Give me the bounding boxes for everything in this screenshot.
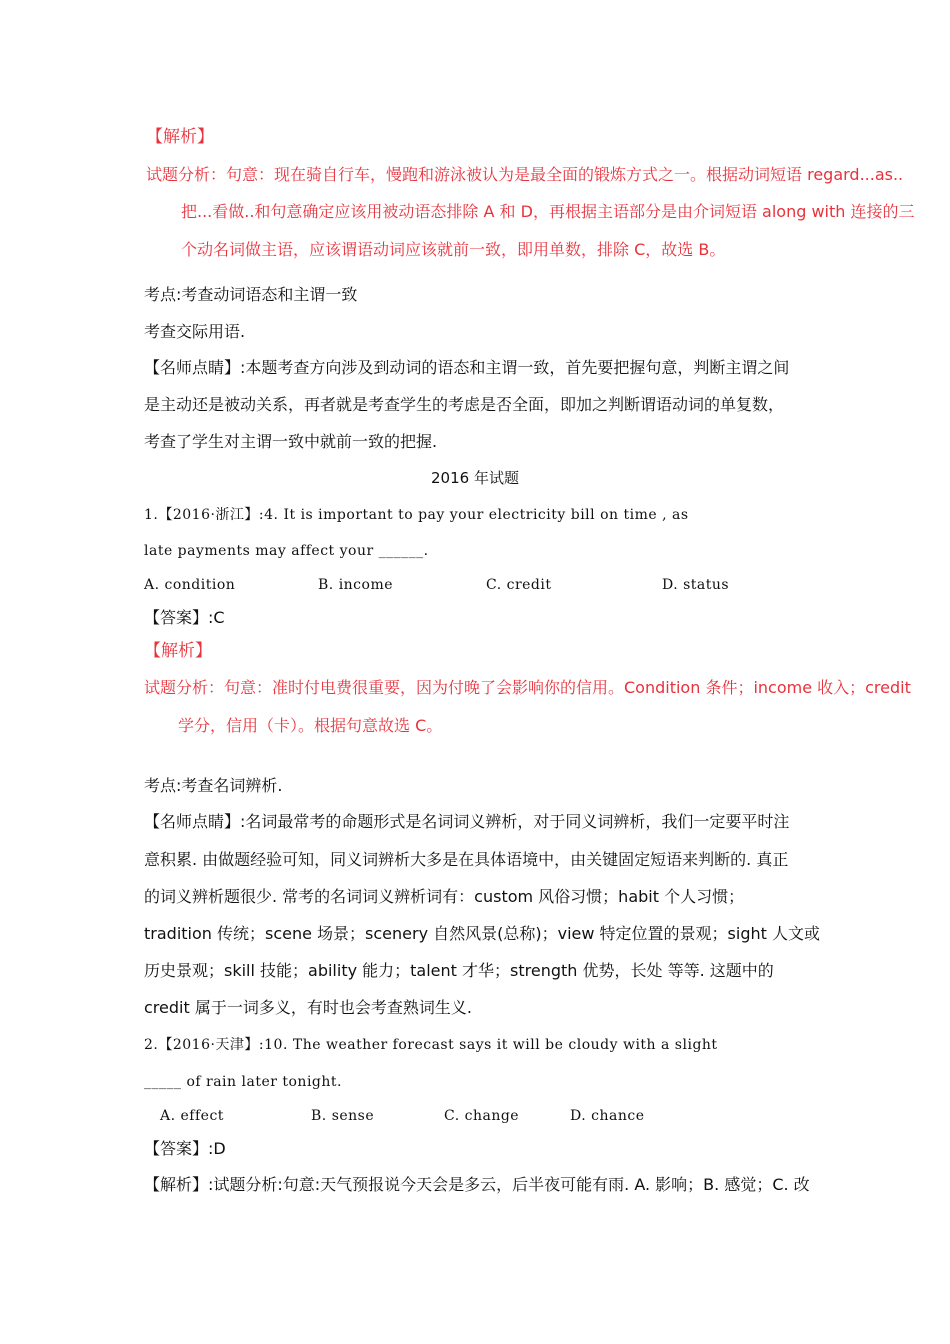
answer-text: 【答案】:D xyxy=(144,1139,226,1158)
extra-note: 考查交际用语. xyxy=(144,322,246,341)
jiexi-heading: 【解析】 xyxy=(144,641,212,661)
answer-text: 【答案】:C xyxy=(144,608,225,627)
kaodian-text: 考点:考查动词语态和主谓一致 xyxy=(144,285,358,304)
mingshi-line: tradition 传统；scene 场景；scenery 自然风景(总称)；view 特定位置的景观；sight 人文或 xyxy=(144,924,820,943)
option-b: B. income xyxy=(318,577,394,593)
option-d: D. chance xyxy=(570,1108,645,1124)
analysis-line: 学分，信用（卡）。根据句意故选 C。 xyxy=(178,716,443,735)
mingshi-line: 考查了学生对主谓一致中就前一致的把握. xyxy=(144,432,438,451)
mingshi-line: 历史景观；skill 技能；ability 能力；talent 才华；strength 优势，长处 等等. 这题中的 xyxy=(144,961,774,980)
section-title: 2016 年试题 xyxy=(431,469,519,487)
option-a: A. effect xyxy=(160,1108,224,1124)
option-c: C. credit xyxy=(486,577,552,593)
mingshi-line: 意积累. 由做题经验可知，同义词辨析大多是在具体语境中，由关键固定短语来判断的. 真正 xyxy=(144,850,789,869)
mingshi-line: 【名师点睛】:名词最常考的命题形式是名词词义辨析，对于同义词辨析，我们一定要平时注 xyxy=(144,812,790,831)
option-d: D. status xyxy=(662,577,730,593)
mingshi-line: 的词义辨析题很少. 常考的名词词义辨析词有：custom 风俗习惯；habit 个人习惯； xyxy=(144,887,745,906)
question-stem: _____ of rain later tonight. xyxy=(144,1074,342,1090)
analysis-line: 个动名词做主语，应该谓语动词应该就前一致，即用单数，排除 C，故选 B。 xyxy=(181,240,726,259)
kaodian-text: 考点:考查名词辨析. xyxy=(144,776,283,795)
jiexi-heading: 【解析】 xyxy=(146,127,214,147)
mingshi-line: credit 属于一词多义，有时也会考查熟词生义. xyxy=(144,998,472,1017)
mingshi-line: 是主动还是被动关系，再者就是考查学生的考虑是否全面，即加之判断谓语动词的单复数， xyxy=(144,395,785,414)
analysis-line: 【解析】:试题分析:句意:天气预报说今天会是多云，后半夜可能有雨. A. 影响；B. 感觉；C. 改 xyxy=(144,1175,810,1194)
option-c: C. change xyxy=(444,1108,520,1124)
question-stem: 2.【2016·天津】:10. The weather forecast says it will be cloudy with a slight xyxy=(144,1037,718,1053)
question-stem: late payments may affect your ______. xyxy=(144,543,429,559)
mingshi-line: 【名师点睛】:本题考查方向涉及到动词的语态和主谓一致，首先要把握句意，判断主谓之间 xyxy=(144,358,790,377)
analysis-line: 试题分析：句意：准时付电费很重要，因为付晚了会影响你的信用。Condition 条件；income 收入；credit xyxy=(144,678,911,697)
analysis-line: 试题分析：句意：现在骑自行车，慢跑和游泳被认为是最全面的锻炼方式之一。根据动词短语 regard...as.. xyxy=(146,165,904,184)
analysis-line: 把...看做..和句意确定应该用被动语态排除 A 和 D，再根据主语部分是由介词短语 along with 连接的三 xyxy=(181,202,915,221)
question-stem: 1.【2016·浙江】:4. It is important to pay your electricity bill on time , as xyxy=(144,507,689,523)
option-b: B. sense xyxy=(311,1108,375,1124)
option-a: A. condition xyxy=(144,577,236,593)
